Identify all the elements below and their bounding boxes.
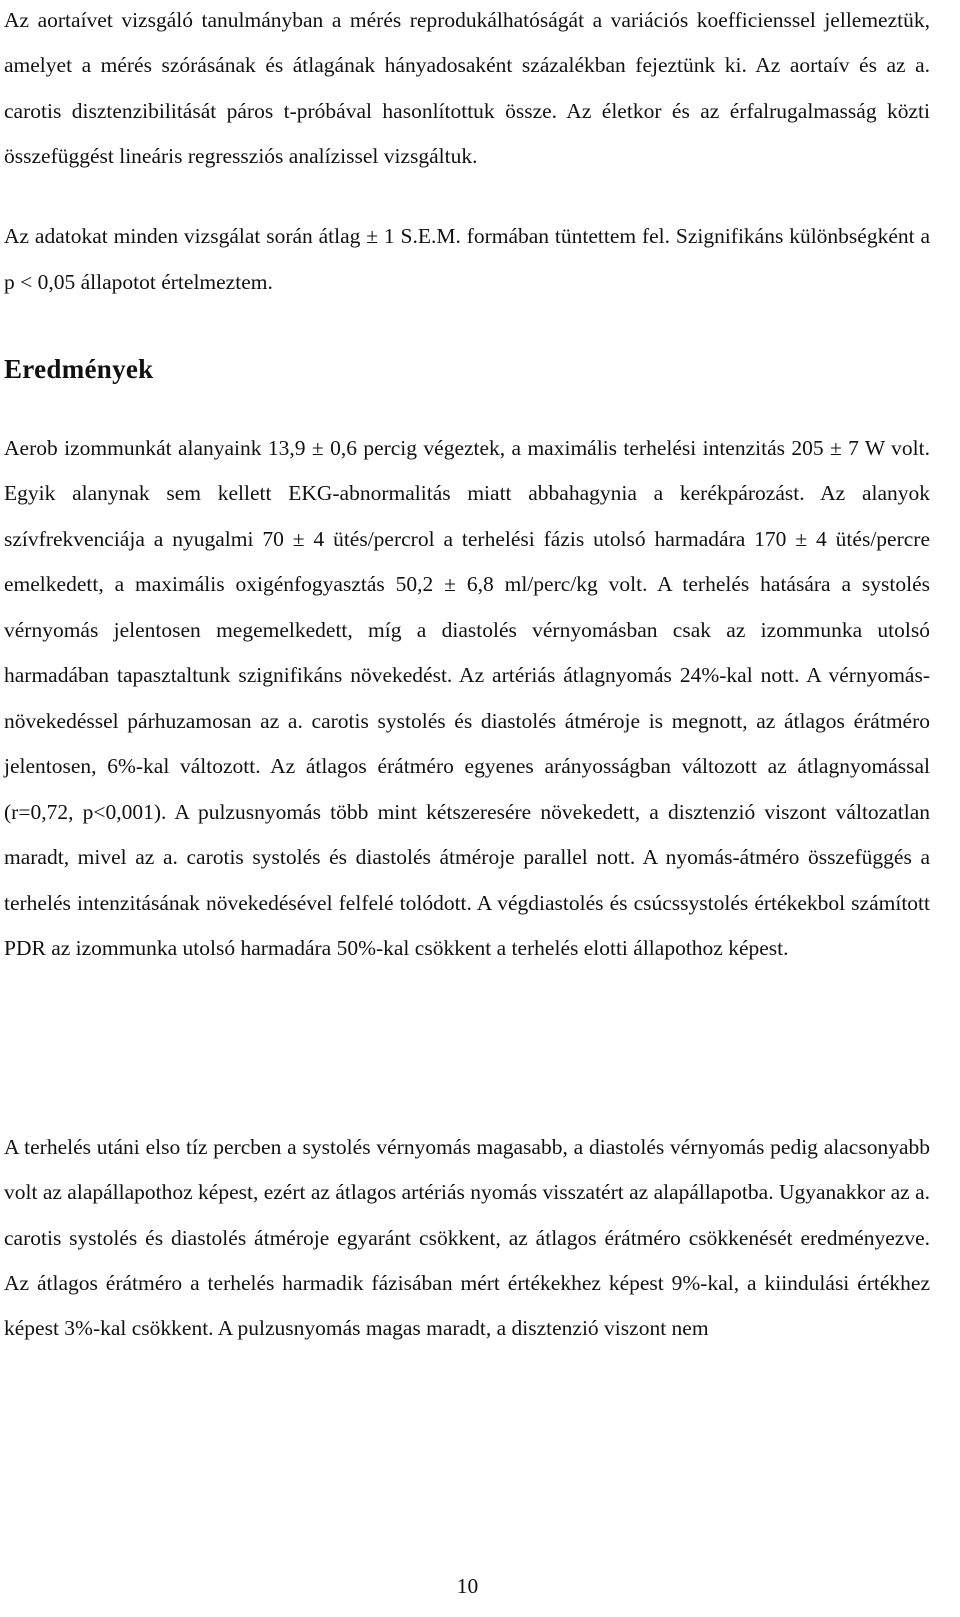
page-number: 10 <box>456 1574 479 1598</box>
section-heading-results: Eredmények <box>4 354 154 384</box>
methods-paragraph-data-format: Az adatokat minden vizsgálat során átlag ± 1 S.E.M. formában tüntettem fel. Szignifikáns különbségként a p < 0,05 állapotot értelmeztem. <box>4 224 930 294</box>
results-paragraph-recovery: A terhelés utáni elso tíz percben a systolés vérnyomás magasabb, a diastolés vérnyomás pedig alacsonyabb volt az alapállapothoz képest, ezért az átlagos artériás nyomás visszatért az alapállapotba. Ugyanakkor az a. carotis systolés és diastolés átméroje egyaránt csökkent, az átlagos érátméro csökkenését eredményezve. Az átlagos érátméro a terhelés harmadik fázisában mért értékekhez képest 9%-kal, a kiindulási értékhez képest 3%-kal csökkent. A pulzusnyomás magas maradt, a disztenzió viszont nem <box>4 1135 930 1341</box>
methods-paragraph-statistics: Az aortaívet vizsgáló tanulmányban a mérés reprodukálhatóságát a variációs koefficienssel jellemeztük, amelyet a mérés szórásának és átlagának hányadosaként százalékban fejeztünk ki. Az aortaív és az a. carotis disztenzibilitását páros t-próbával hasonlítottuk össze. Az életkor és az érfalrugalmasság közti összefüggést lineáris regressziós analízissel vizsgáltuk. <box>4 8 930 168</box>
results-paragraph-exercise: Aerob izommunkát alanyaink 13,9 ± 0,6 percig végeztek, a maximális terhelési intenzitás 205 ± 7 W volt. Egyik alanynak sem kellett EKG-abnormalitás miatt abbahagynia a kerékpározást. Az alanyok szívfrekvenciája a nyugalmi 70 ± 4 ütés/percrol a terhelési fázis utolsó harmadára 170 ± 4 ütés/percre emelkedett, a maximális oxigénfogyasztás 50,2 ± 6,8 ml/perc/kg volt. A terhelés hatására a systolés vérnyomás jelentosen megemelkedett, míg a diastolés vérnyomásban csak az izommunka utolsó harmadában tapasztaltunk szignifikáns növekedést. Az artériás átlagnyomás 24%-kal nott. A vérnyomás-növekedéssel párhuzamosan az a. carotis systolés és diastolés átméroje is megnott, az átlagos érátméro jelentosen, 6%-kal változott. Az átlagos érátméro egyenes arányosságban változott az átlagnyomással (r=0,72, p<0,001). A pulzusnyomás több mint kétszeresére növekedett, a disztenzió viszont változatlan maradt, mivel az a. carotis systolés és diastolés átméroje parallel nott. A nyomás-átméro összefüggés a terhelés intenzitásának növekedésével felfelé tolódott. A végdiastolés és csúcssystolés értékekbol számított PDR az izommunka utolsó harmadára 50%-kal csökkent a terhelés elotti állapothoz képest. <box>4 436 930 960</box>
